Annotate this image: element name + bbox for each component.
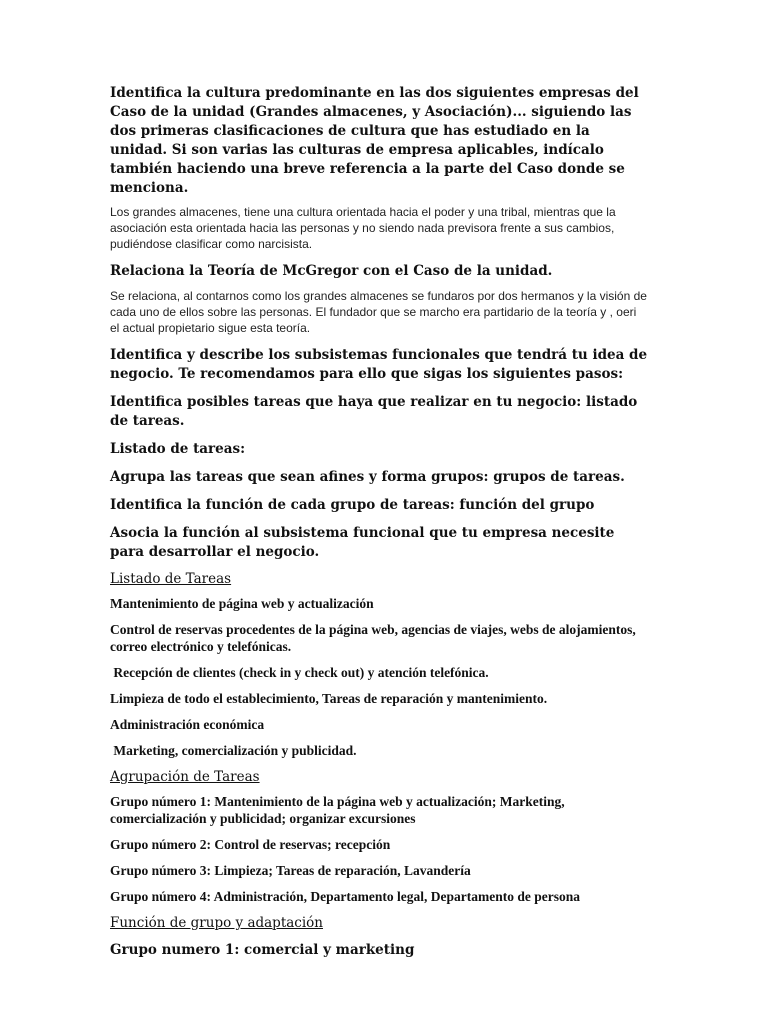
group-item: Grupo número 4: Administración, Departamento legal, Departamento de persona — [110, 889, 580, 904]
task-item: Control de reservas procedentes de la página web, agencias de viajes, webs de alojamientos, correo electrónico y telefónicas. — [110, 622, 636, 654]
step-associate-function: Asocia la función al subsistema funcional que tu empresa necesite para desarrollar el negocio. — [110, 525, 615, 560]
question-culture: Identifica la cultura predominante en las dos siguientes empresas del Caso de la unidad (Grandes almacenes, y Asociación)... siguiendo las dos primeras clasificaciones de cultura que has estudiado en la unidad. Si son varias las culturas de empresa aplicables, indícalo también haciendo una breve referencia a la parte del Caso donde se menciona. — [110, 85, 639, 196]
task-item: Administración económica — [110, 717, 265, 732]
task-item: Recepción de clientes (check in y check out) y atención telefónica. — [110, 665, 489, 680]
heading-task-list: Listado de Tareas — [110, 571, 232, 587]
question-subsystems: Identifica y describe los subsistemas funcionales que tendrá tu idea de negocio. Te recomendamos para ello que sigas los siguientes pasos: — [110, 347, 648, 382]
task-item: Mantenimiento de página web y actualización — [110, 596, 374, 611]
group-item: Grupo número 2: Control de reservas; recepción — [110, 837, 391, 852]
function-item: Grupo numero 1: comercial y marketing — [110, 942, 415, 958]
group-item: Grupo número 3: Limpieza; Tareas de reparación, Lavandería — [110, 863, 471, 878]
step-identify-tasks: Identifica posibles tareas que haya que realizar en tu negocio: listado de tareas. — [110, 394, 638, 429]
document-body — [110, 84, 648, 960]
step-task-list: Listado de tareas: — [110, 441, 246, 457]
heading-task-grouping: Agrupación de Tareas — [110, 769, 260, 785]
question-mcgregor: Relaciona la Teoría de McGregor con el Caso de la unidad. — [110, 263, 553, 279]
group-item: Grupo número 1: Mantenimiento de la página web y actualización; Marketing, comercialización y publicidad; organizar excursiones — [110, 794, 565, 826]
step-group-tasks: Agrupa las tareas que sean afines y forma grupos: grupos de tareas. — [110, 469, 625, 485]
answer-culture: Los grandes almacenes, tiene una cultura orientada hacia el poder y una tribal, mientras que la asociación esta orientada hacia las personas y no siendo nada previsora frente a sus cambios, pudiéndose clasificar como narcisista. — [110, 205, 616, 251]
task-item: Limpieza de todo el establecimiento, Tareas de reparación y mantenimiento. — [110, 691, 548, 706]
task-item: Marketing, comercialización y publicidad. — [110, 743, 357, 758]
step-group-function: Identifica la función de cada grupo de tareas: función del grupo — [110, 497, 595, 513]
heading-group-function: Función de grupo y adaptación — [110, 915, 323, 931]
answer-mcgregor: Se relaciona, al contarnos como los grandes almacenes se fundaros por dos hermanos y la visión de cada uno de ellos sobre las personas. El fundador que se marcho era partidario de la teoría y , oeri el actual propietario sigue esta teoría. — [110, 289, 647, 335]
